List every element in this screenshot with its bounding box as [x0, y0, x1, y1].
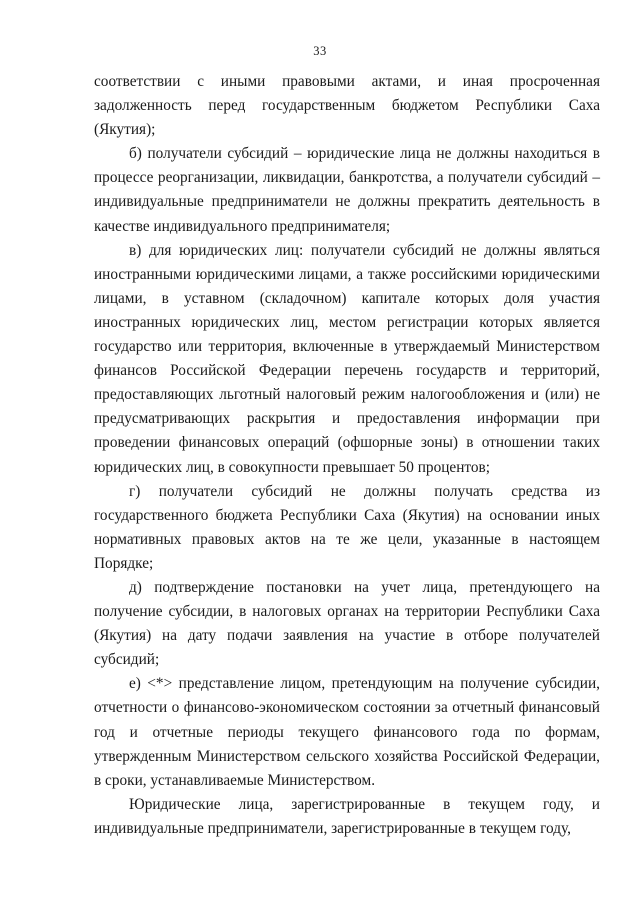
document-body — [94, 70, 600, 841]
paragraph-item-e: е) <*> представление лицом, претендующим на получение субсидии, отчетности о финансово-экономическом состоянии за отчетный финансовый год и отчетные периоды текущего финансового года по формам, утвержденным Министерством сельского хозяйства Российской Федерации, в сроки, устанавливаемые Министерством. — [94, 675, 600, 789]
paragraph-item-b: б) получатели субсидий – юридические лица не должны находиться в процессе реорганизации, ликвидации, банкротства, а получатели субсидий – индивидуальные предприниматели не должны прекратить деятельность в качестве индивидуального предпринимателя; — [94, 145, 600, 235]
paragraph-continuation: соответствии с иными правовыми актами, и иная просроченная задолженность перед государственным бюджетом Республики Саха (Якутия); — [94, 73, 600, 139]
paragraph-item-g: г) получатели субсидий не должны получать средства из государственного бюджета Республики Саха (Якутия) на основании иных нормативных правовых актов на те же цели, указанные в настоящем Порядке; — [94, 482, 600, 572]
page-number: 33 — [313, 44, 327, 58]
paragraph-item-d: д) подтверждение постановки на учет лица, претендующего на получение субсидии, в налоговых органах на территории Республики Саха (Якутия) на дату подачи заявления на участие в отборе получателей субсидий; — [94, 578, 600, 669]
paragraph-legal-entities: Юридические лица, зарегистрированные в текущем году, и индивидуальные предприниматели, зарегистрированные в текущем году, — [94, 795, 600, 837]
paragraph-item-v: в) для юридических лиц: получатели субсидий не должны являться иностранными юридическими лицами, а также российскими юридическими лицами, в уставном (складочном) капитале которых доля участия иностранных юридических лиц, местом регистрации которых является государство или территория, включенные в утверждаемый Министерством финансов Российской Федерации перечень государств и территорий, предоставляющих льготный налоговый режим налогообложения и (или) не предусматривающих раскрытия и предоставления информации при проведении финансовых операций (офшорные зоны) в отношении таких юридических лиц, в совокупности превышает 50 процентов; — [94, 241, 600, 476]
